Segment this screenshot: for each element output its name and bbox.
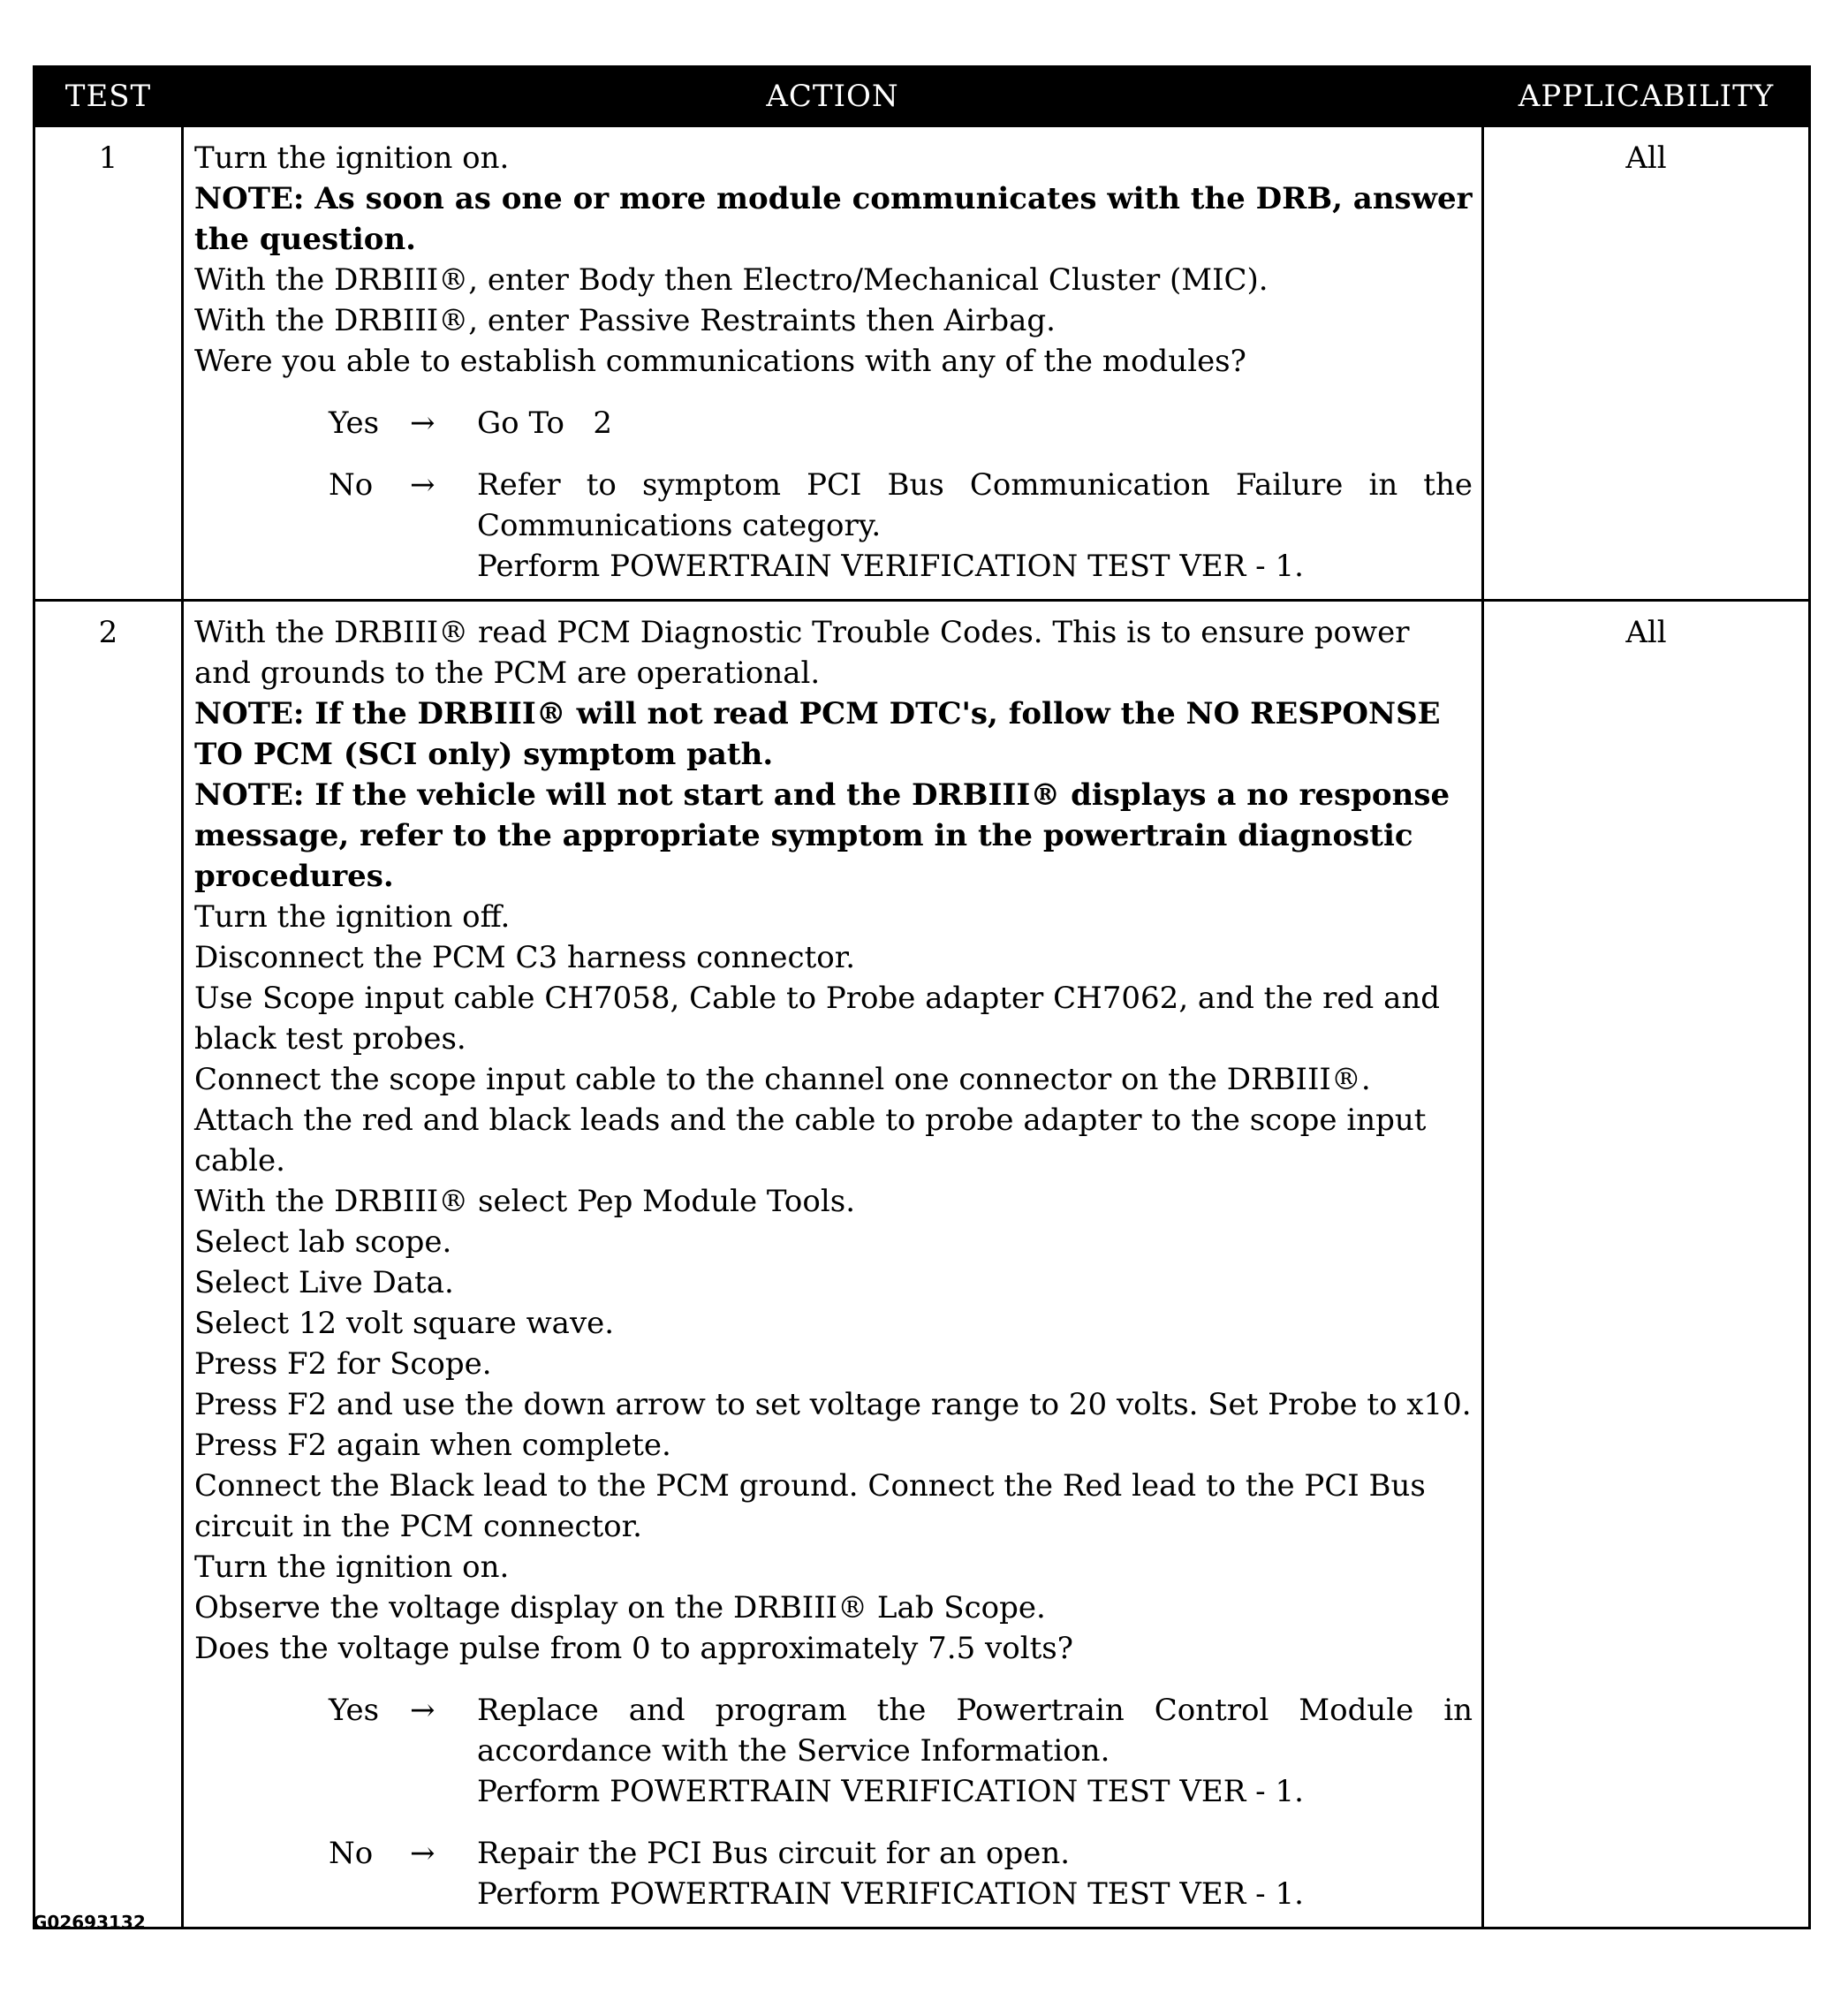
applicability-cell xyxy=(1483,126,1810,601)
result-line: Perform POWERTRAIN VERIFICATION TEST VER - 1. xyxy=(477,1876,1304,1912)
action-step: With the DRBIII® select Pep Module Tools. xyxy=(194,1184,855,1219)
figure-id: G02693132 xyxy=(33,1912,146,1933)
action-step: Observe the voltage display on the DRBIII® Lab Scope. xyxy=(194,1590,1046,1625)
action-step: Press F2 for Scope. xyxy=(194,1346,492,1382)
action-step: Select Live Data. xyxy=(194,1265,454,1300)
arrow-right-icon: → xyxy=(410,405,435,441)
action-step: Does the voltage pulse from 0 to approximately 7.5 volts? xyxy=(194,1631,1073,1666)
action-step: Turn the ignition on. xyxy=(194,1550,510,1585)
result-label: No xyxy=(329,1836,374,1871)
result-body xyxy=(477,1833,1473,1914)
result-no xyxy=(329,465,1482,587)
test-number: 2 xyxy=(98,615,118,650)
action-step: Disconnect the PCM C3 harness connector. xyxy=(194,940,856,975)
result-body xyxy=(477,465,1482,587)
action-step: Select lab scope. xyxy=(194,1224,452,1260)
result-line: Perform POWERTRAIN VERIFICATION TEST VER - 1. xyxy=(477,549,1304,584)
result-no xyxy=(329,1833,1473,1914)
test-number-cell xyxy=(34,601,183,1928)
action-step: Select 12 volt square wave. xyxy=(194,1306,615,1341)
action-step: Were you able to establish communications with any of the modules? xyxy=(194,344,1246,379)
action-cell xyxy=(183,126,1483,601)
header-test: TEST xyxy=(34,67,183,126)
diagnostic-page xyxy=(33,65,1808,1933)
arrow-right-icon: → xyxy=(410,1693,435,1728)
action-step: Turn the ignition off. xyxy=(194,899,511,935)
result-yes xyxy=(329,403,1473,443)
action-step: Press F2 and use the down arrow to set voltage range to 20 volts. Set Probe to x10. xyxy=(194,1387,1472,1422)
note-step: NOTE: If the vehicle will not start and the DRBIII® displays a no response message, refer to the appropriate symptom in the powertrain diagnostic procedures. xyxy=(194,777,1450,894)
result-label: Yes xyxy=(329,1693,380,1728)
action-step: Connect the scope input cable to the channel one connector on the DRBIII®. Attach the red and black leads and the cable to probe adapter to the scope input cable. xyxy=(194,1062,1427,1178)
action-cell xyxy=(183,601,1483,1928)
note-step: NOTE: As soon as one or more module communicates with the DRB, answer the question. xyxy=(194,181,1473,257)
result-line: Refer to symptom PCI Bus Communication Failure in the Communications category. xyxy=(477,467,1482,543)
action-step: Connect the Black lead to the PCM ground. Connect the Red lead to the PCI Bus circuit in the PCM connector. xyxy=(194,1468,1426,1544)
table-body xyxy=(34,126,1810,1928)
test-number-cell xyxy=(34,126,183,601)
result-line: Perform POWERTRAIN VERIFICATION TEST VER - 1. xyxy=(477,1774,1304,1809)
diagnostic-table xyxy=(33,65,1811,1929)
arrow-right-icon: → xyxy=(410,467,435,503)
result-body xyxy=(477,403,1473,443)
arrow-right-icon: → xyxy=(410,1836,435,1871)
result-body xyxy=(477,1690,1482,1812)
test-row-2 xyxy=(34,601,1810,1928)
result-line: Repair the PCI Bus circuit for an open. xyxy=(477,1836,1071,1871)
result-label: No xyxy=(329,467,374,503)
test-row-1 xyxy=(34,126,1810,601)
action-step: Press F2 again when complete. xyxy=(194,1428,671,1463)
applicability-value: All xyxy=(1625,615,1667,650)
result-line: Replace and program the Powertrain Control Module in accordance with the Service Information. xyxy=(477,1693,1482,1769)
applicability-cell xyxy=(1483,601,1810,1928)
table-header-row xyxy=(34,67,1810,126)
action-step: Use Scope input cable CH7058, Cable to Probe adapter CH7062, and the red and black test probes. xyxy=(194,981,1441,1057)
action-step: With the DRBIII®, enter Body then Electro/Mechanical Cluster (MIC). xyxy=(194,262,1269,298)
result-line: Go To 2 xyxy=(477,405,612,441)
applicability-value: All xyxy=(1625,140,1667,176)
note-step: NOTE: If the DRBIII® will not read PCM DTC's, follow the NO RESPONSE TO PCM (SCI only) symptom path. xyxy=(194,696,1441,772)
header-action: ACTION xyxy=(183,67,1483,126)
result-label: Yes xyxy=(329,405,380,441)
action-step: With the DRBIII®, enter Passive Restraints then Airbag. xyxy=(194,303,1056,338)
action-step: Turn the ignition on. xyxy=(194,140,510,176)
action-step: With the DRBIII® read PCM Diagnostic Trouble Codes. This is to ensure power and grounds to the PCM are operational. xyxy=(194,615,1410,691)
test-number: 1 xyxy=(98,140,118,176)
header-applicability: APPLICABILITY xyxy=(1483,67,1810,126)
result-yes xyxy=(329,1690,1482,1812)
